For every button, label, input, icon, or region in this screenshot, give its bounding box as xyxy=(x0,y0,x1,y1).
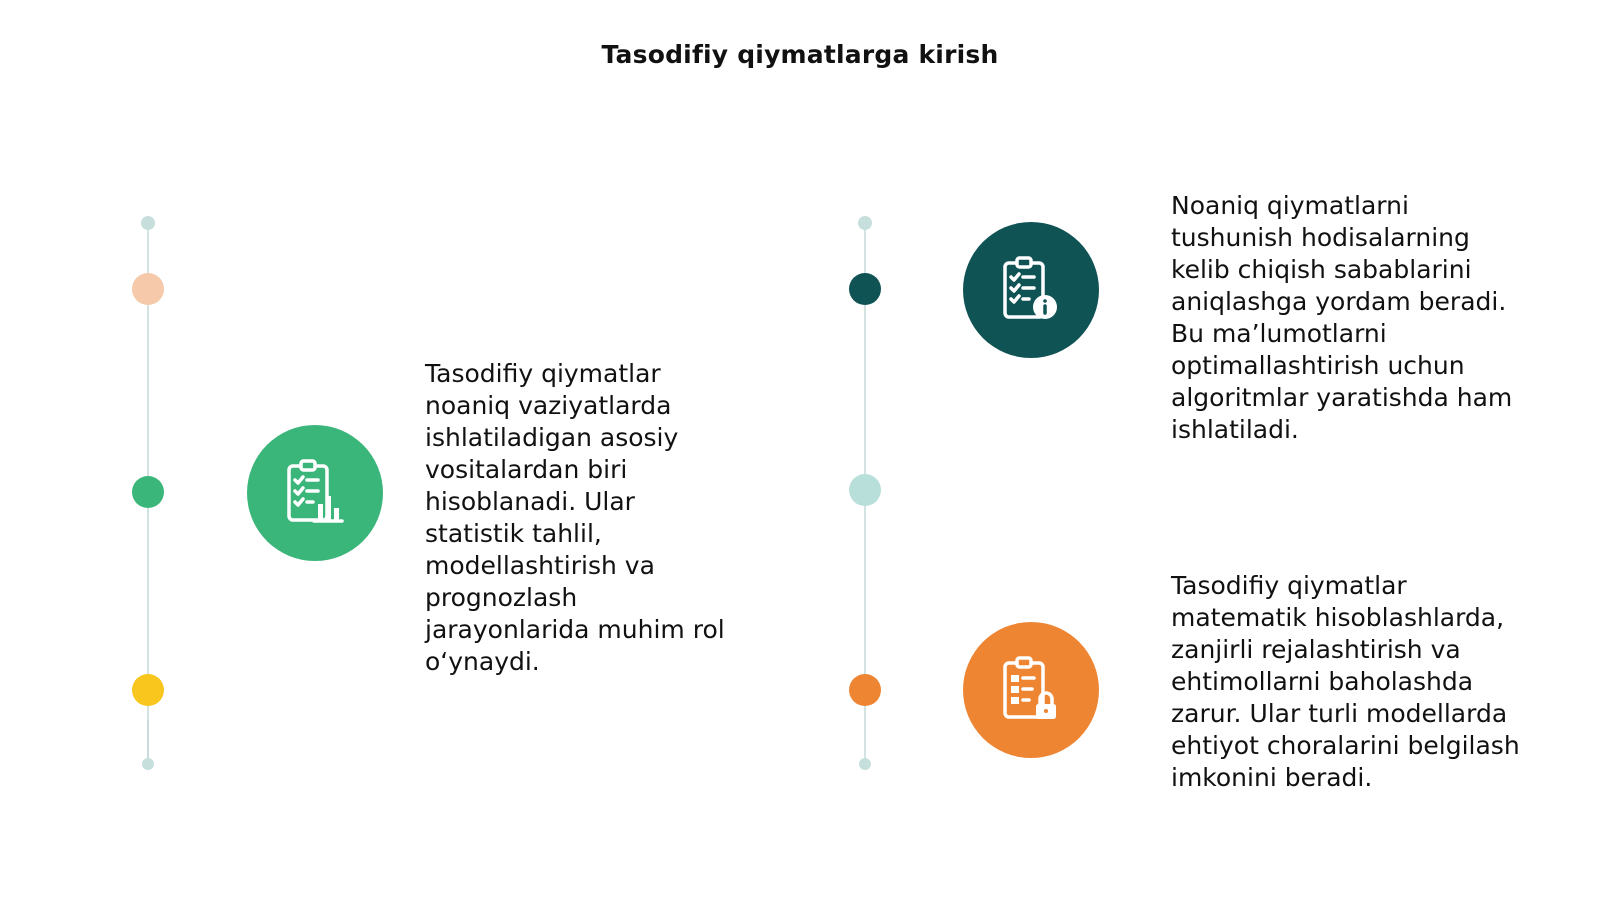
item-2-text: Noaniq qiymatlarni tushunish hodisalarning kelib chiqish sabablarini aniqlashga yordam beradi. Bu ma’lumotlarni optimallashtirish uchun algoritmlar yaratishda ham ishlatiladi. xyxy=(1171,191,1513,444)
item-1-text: Tasodifiy qiymatlar noaniq vaziyatlarda ishlatiladigan asosiy vositalardan biri hisoblanadi. Ular statistik tahlil, modellashtirish va prognozlash jarayonlarida muhim rol o‘ynaydi. xyxy=(425,359,725,676)
right-timeline-start-dot xyxy=(858,216,872,230)
clipboard-chart-icon xyxy=(280,458,350,528)
right-timeline-teal-dot xyxy=(849,273,881,305)
right-timeline-end-dot xyxy=(859,758,871,770)
item-2-icon-circle xyxy=(963,222,1099,358)
clipboard-info-icon xyxy=(996,255,1066,325)
page-title: Tasodifiy qiymatlarga kirish xyxy=(601,40,999,69)
left-timeline-tail xyxy=(147,720,149,762)
item-1-icon-circle xyxy=(247,425,383,561)
clipboard-lock-icon xyxy=(996,655,1066,725)
right-timeline-mint-dot xyxy=(849,474,881,506)
left-timeline-green-dot xyxy=(132,476,164,508)
left-timeline-yellow-dot xyxy=(132,674,164,706)
right-timeline-orange-dot xyxy=(849,674,881,706)
item-3-text: Tasodifiy qiymatlar matematik hisoblashlarda, zanjirli rejalashtirish va ehtimollarni baholashda zarur. Ular turli modellarda ehtiyot choralarini belgilash imkonini beradi. xyxy=(1171,571,1520,792)
item-3-icon-circle xyxy=(963,622,1099,758)
left-timeline-peach-dot xyxy=(132,273,164,305)
left-timeline-start-dot xyxy=(141,216,155,230)
